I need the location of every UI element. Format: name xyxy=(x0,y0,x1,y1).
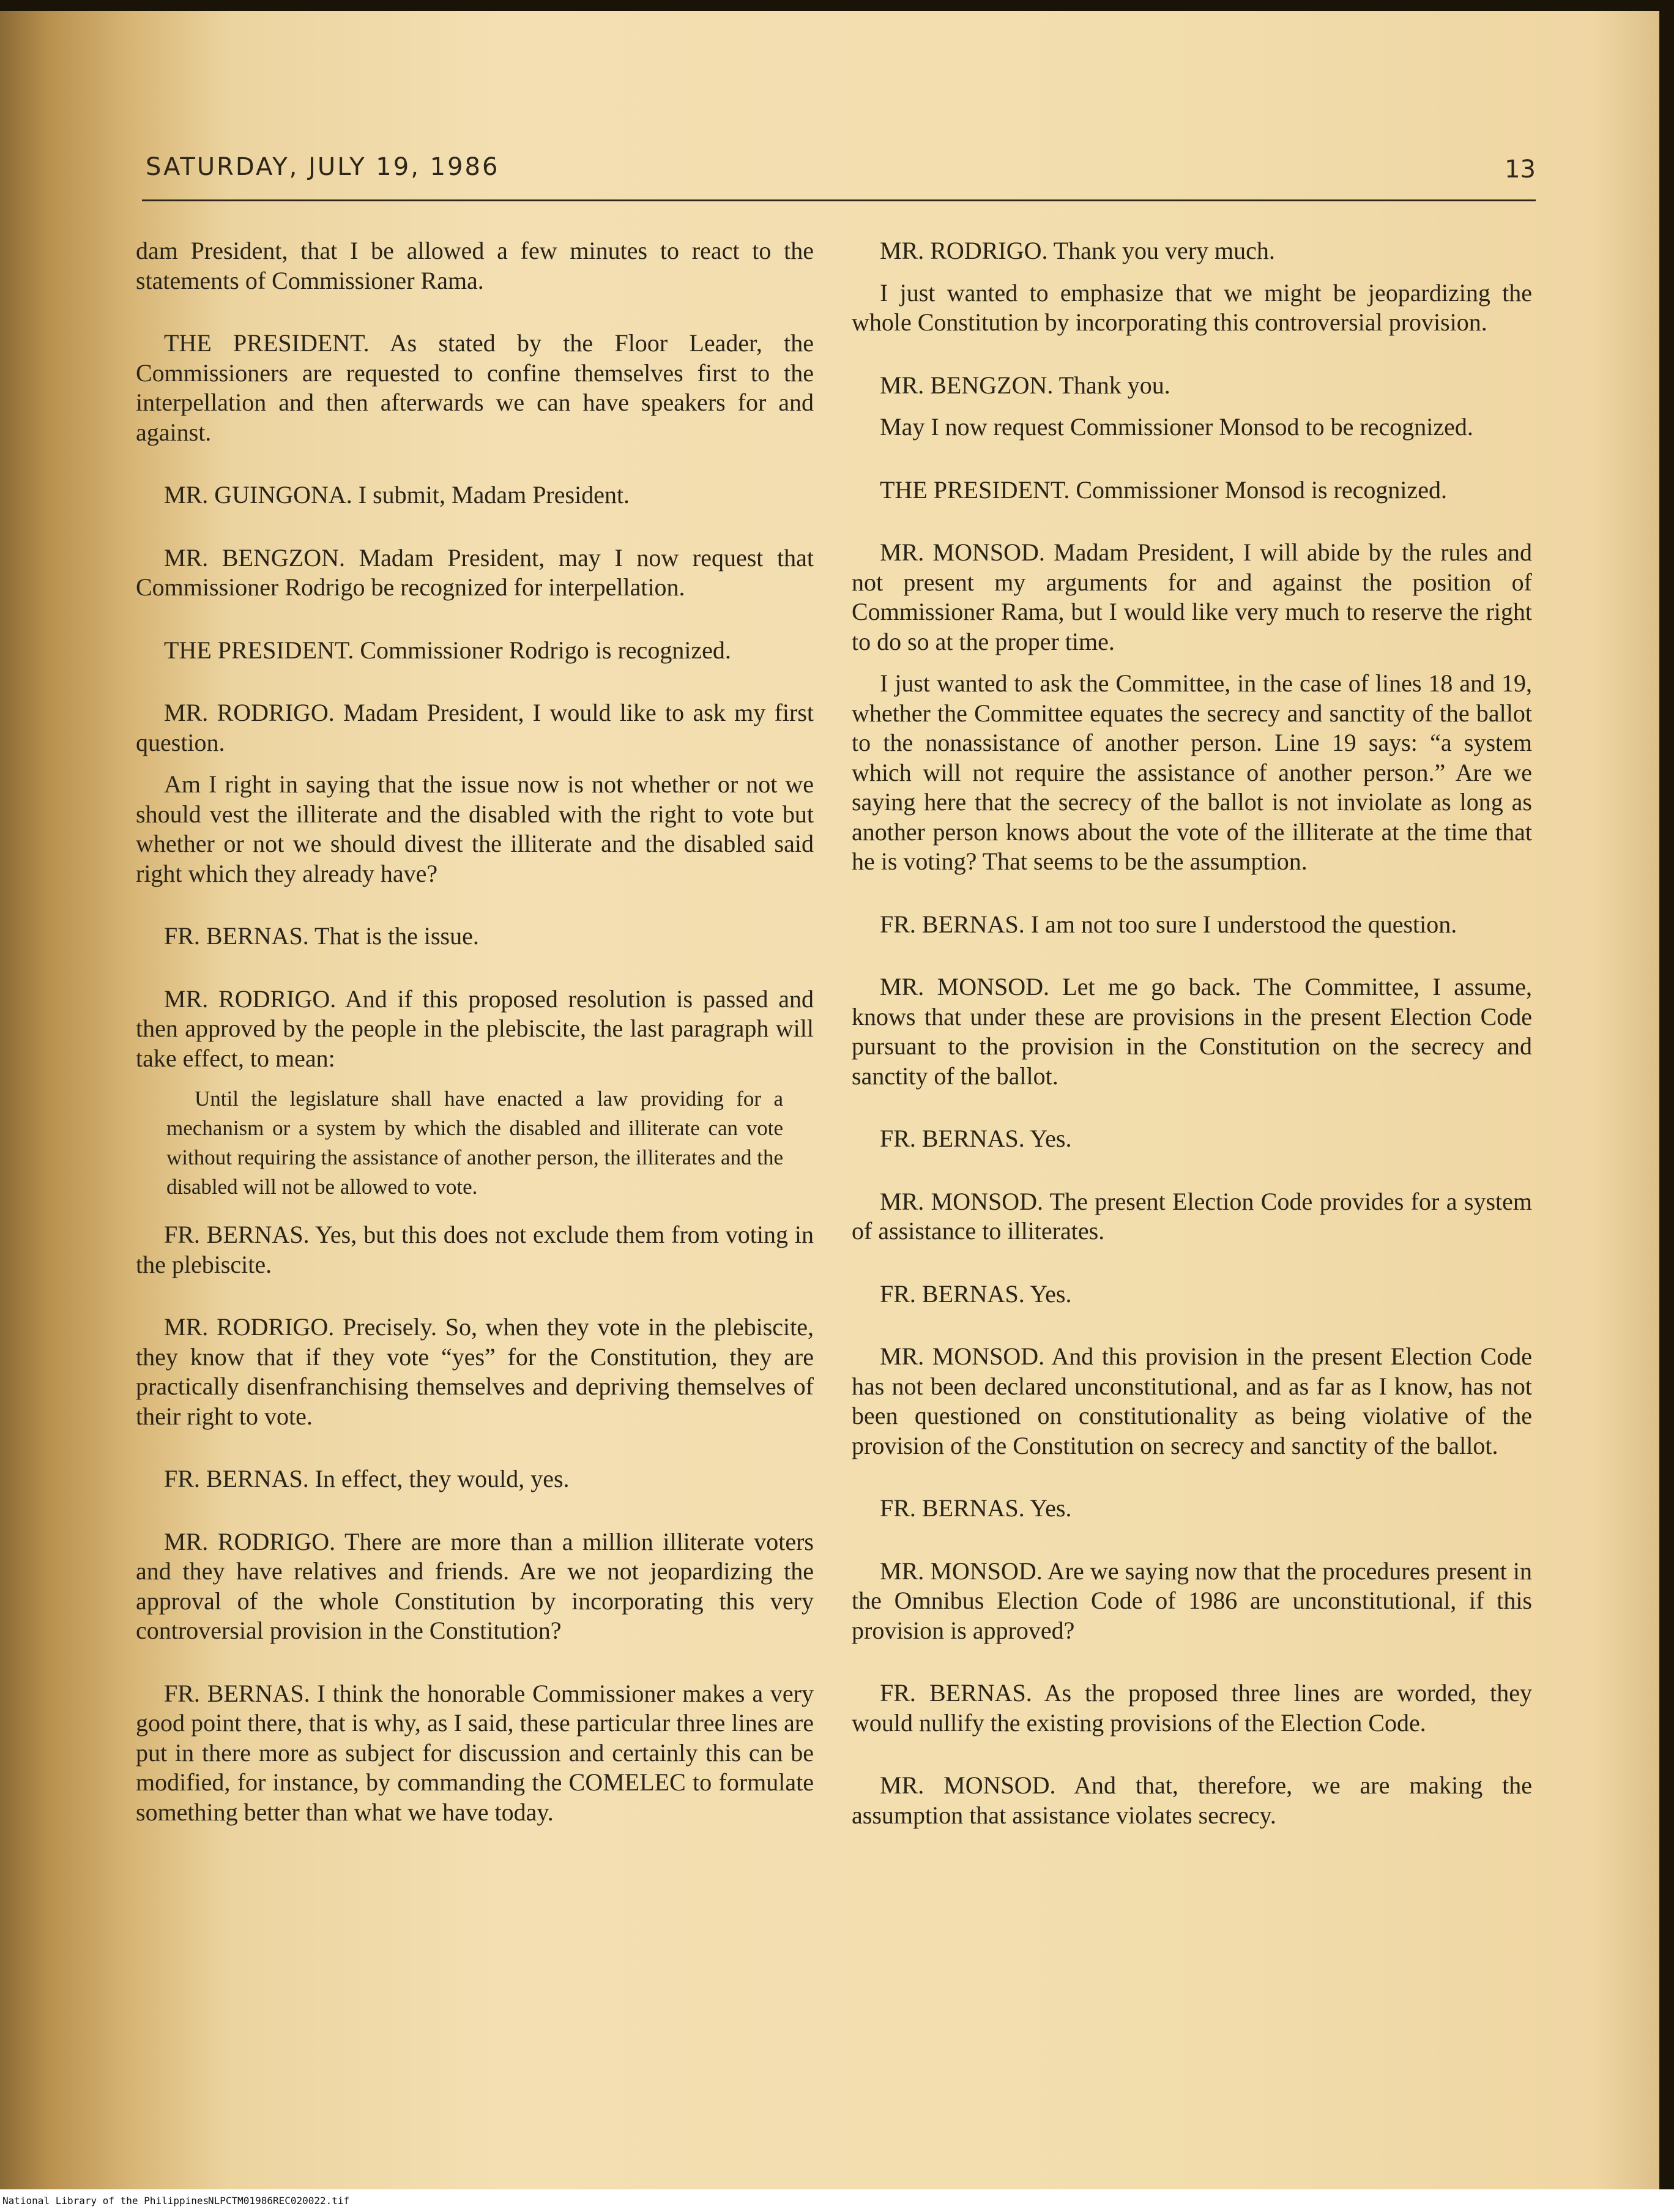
header-date: SATURDAY, JULY 19, 1986 xyxy=(146,153,500,181)
paragraph: MR. MONSOD. The present Election Code provides for a system of assistance to illiterates. xyxy=(852,1187,1532,1245)
paragraph: THE PRESIDENT. Commissioner Monsod is recognized. xyxy=(880,475,1447,504)
paragraph: MR. MONSOD. And that, therefore, we are making the assumption that assistance violates secrecy. xyxy=(852,1771,1532,1829)
paragraph: MR. RODRIGO. Madam President, I would like to ask my first question. xyxy=(136,699,814,756)
paragraph: MR. RODRIGO. Precisely. So, when they vote in the plebiscite, they know that if they vote “yes” for the Constitution, they are practically disenfranchising themselves and depriving themselves of their right to vote. xyxy=(136,1313,814,1430)
paragraph: I just wanted to emphasize that we might be jeopardizing the whole Constitution by incorporating this controversial provision. xyxy=(852,278,1532,336)
paragraph: THE PRESIDENT. As stated by the Floor Leader, the Commissioners are requested to confine themselves first to the interpellation and then afterwards we can have speakers for and against. xyxy=(136,329,814,446)
paragraph: FR. BERNAS. Yes. xyxy=(880,1125,1072,1152)
paragraph: FR. BERNAS. I am not too sure I understood the question. xyxy=(880,910,1457,938)
paragraph: FR. BERNAS. Yes, but this does not exclude them from voting in the plebiscite. xyxy=(136,1221,814,1278)
header-rule xyxy=(142,199,1536,201)
paragraph: MR. BENGZON. Thank you. xyxy=(880,371,1170,399)
paragraph: Am I right in saying that the issue now is not whether or not we should vest the illiterate and the disabled with the right to vote but whether or not we should divest the illiterate and the disabled said right which they already have? xyxy=(136,770,814,887)
paragraph: FR. BERNAS. I think the honorable Commissioner makes a very good point there, that is why, as I said, these particular three lines are put in there more as subject for discussion and certainly this can be modified, for instance, by commanding the COMELEC to formulate something better than what we have today. xyxy=(136,1679,814,1826)
paragraph: FR. BERNAS. That is the issue. xyxy=(164,922,479,950)
paragraph: MR. RODRIGO. Thank you very much. xyxy=(880,237,1275,264)
paragraph: MR. MONSOD. Madam President, I will abide by the rules and not present my arguments for and against the position of Commissioner Rama, but I would like very much to reserve the right to do so at the proper time. xyxy=(852,538,1532,655)
paragraph: MR. BENGZON. Madam President, may I now request that Commissioner Rodrigo be recognized for interpellation. xyxy=(136,543,814,601)
block-quote: Until the legislature shall have enacted a law providing for a mechanism or a system by which the disabled and illiterate can vote without requiring the assistance of another person, the illiterates and the disabled will not be allowed to vote. xyxy=(166,1087,783,1199)
paragraph: FR. BERNAS. Yes. xyxy=(880,1279,1072,1308)
paragraph: FR. BERNAS. Yes. xyxy=(880,1494,1072,1522)
scan-footer xyxy=(0,2189,1674,2212)
page-header xyxy=(142,144,1536,199)
paragraph: MR. RODRIGO. And if this proposed resolution is passed and then approved by the people in the plebiscite, the last paragraph will take effect, to mean: xyxy=(136,985,814,1072)
paragraph: May I now request Commissioner Monsod to be recognized. xyxy=(880,413,1473,441)
scan-edge xyxy=(1659,0,1674,2189)
library-credit: National Library of the Philippines xyxy=(2,2195,209,2206)
right-column xyxy=(852,236,1532,1830)
paragraph: MR. MONSOD. And this provision in the present Election Code has not been declared unconstitutional, and as far as I know, has not been questioned on constitutionality as being violative of the provision of the Constitution on secrecy and sanctity of the ballot. xyxy=(852,1342,1532,1459)
paragraph: FR. BERNAS. In effect, they would, yes. xyxy=(164,1465,570,1492)
page-number: 13 xyxy=(1505,155,1536,184)
paragraph: I just wanted to ask the Committee, in the case of lines 18 and 19, whether the Committee equates the secrecy and sanctity of the ballot to the nonassistance of another person. Line 19 says: “a system which will not require the assistance of another person.” Are we saying here that the secrecy of the ballot is not inviolate as long as another person knows about the vote of the illiterate at the time that he is voting? That seems to be the assumption. xyxy=(852,669,1532,875)
document-page xyxy=(0,11,1659,2189)
paragraph: THE PRESIDENT. Commissioner Rodrigo is recognized. xyxy=(164,636,731,664)
paragraph: FR. BERNAS. As the proposed three lines are worded, they would nullify the existing provisions of the Election Code. xyxy=(852,1679,1532,1737)
paragraph: MR. GUINGONA. I submit, Madam President. xyxy=(164,481,630,508)
scan-filename: NLPCTM01986REC020022.tif xyxy=(208,2195,350,2206)
paragraph: MR. MONSOD. Are we saying now that the procedures present in the Omnibus Election Code of 1986 are unconstitutional, if this provision is approved? xyxy=(852,1557,1532,1644)
paragraph: MR. RODRIGO. There are more than a million illiterate voters and they have relatives and friends. Are we not jeopardizing the approval of the whole Constitution by incorporating this very controversial provision in the Constitution? xyxy=(136,1527,814,1644)
paragraph: MR. MONSOD. Let me go back. The Committee, I assume, knows that under these are provisions in the present Election Code pursuant to the provision in the Constitution on the secrecy and sanctity of the ballot. xyxy=(852,973,1532,1090)
paragraph: dam President, that I be allowed a few minutes to react to the statements of Commissioner Rama. xyxy=(136,237,814,294)
left-column xyxy=(136,236,814,1827)
